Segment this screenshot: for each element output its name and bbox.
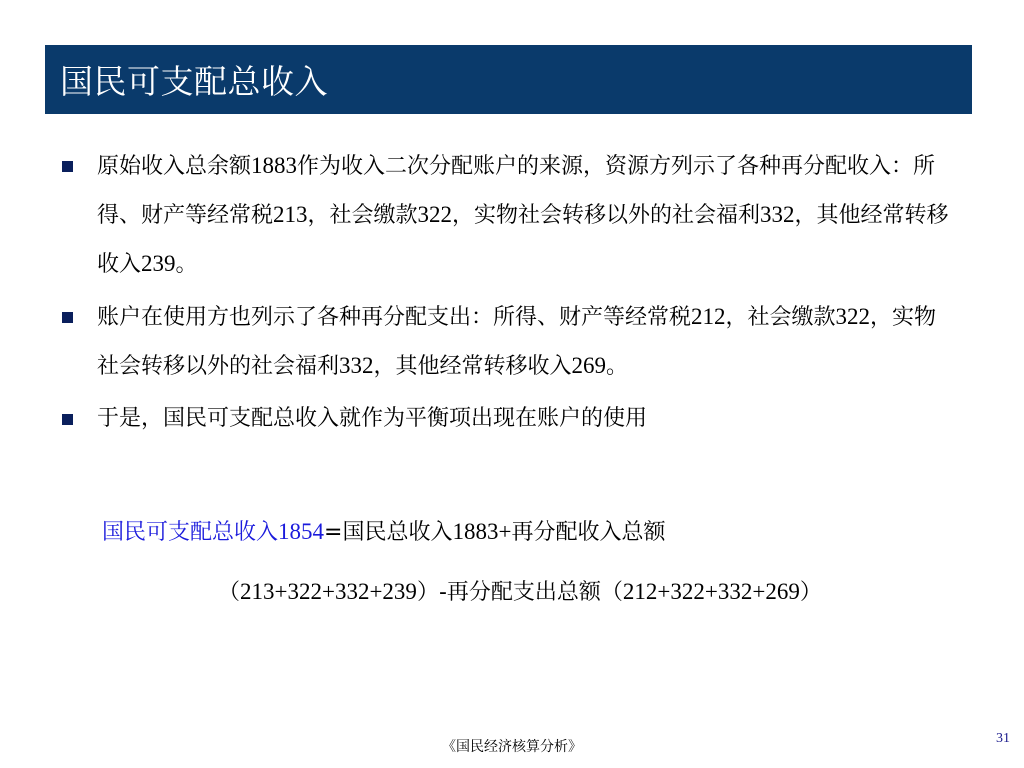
footer-text: 《国民经济核算分析》 [442,739,582,755]
bullet-text: ，其他经常转移收入 [97,203,949,277]
square-bullet-icon [62,161,73,172]
formula-number: 1883+ [452,519,512,544]
bullet-item-1 [60,142,957,289]
bullet-number: 322 [835,304,871,329]
formula-number: 213+322+332+239 [240,579,417,604]
formula-line-2 [218,572,822,613]
bullet-text: ，实物社会转移以外的社会福利 [452,203,761,228]
highlight-value: 1854 [278,519,325,544]
bullet-text: ，社会缴款 [307,203,418,228]
bullet-text: 。 [175,252,198,277]
bullet-text: 账户在使用方也列示了各种再分配支出：所得、财产等经常税 [97,305,692,330]
bullet-number: 332 [339,353,374,378]
title-bar [45,45,972,114]
bullet-text: ，实物社会转移以外的社会福利 [97,305,937,379]
bullet-text: 于是，国民可支配总收入就作为平衡项出现在账户的使用 [97,406,648,431]
slide-title: 国民可支配总收入 [60,62,328,101]
bullet-number: 322 [417,202,453,227]
bullet-number: 269 [571,353,607,378]
bullet-list [60,142,960,447]
square-bullet-icon [62,414,73,425]
bullet-text: 作为收入二次分配账户的来源，资源方列示了各种再分配收入：所得、财产等经常税 [97,154,936,228]
bullet-number: 1883 [251,153,298,178]
square-bullet-icon [62,312,73,323]
bullet-number: 239 [141,251,176,276]
bullet-item-3 [60,395,960,443]
formula-text: 再分配收入总额 [511,520,666,545]
bullet-text: 。 [606,354,629,379]
formula-text: 再分配支出总额（ [446,580,623,605]
bullet-text: ，其他经常转移收入 [373,354,572,379]
bullet-number: 332 [760,202,795,227]
page-number: 31 [996,731,1010,746]
bullet-text: 原始收入总余额 [97,154,252,179]
highlight-label: 国民可支配总收入 [102,520,279,545]
formula-text: ） [799,580,822,605]
formula-text: =国民总收入 [324,520,453,545]
formula-line-1 [102,512,665,553]
formula-number: 212+322+332+269 [622,579,800,604]
bullet-text: ，社会缴款 [725,305,836,330]
formula-text: （ [218,580,241,605]
bullet-number: 212 [691,304,726,329]
bullet-number: 213 [273,202,308,227]
formula-text: ）- [416,580,447,605]
bullet-item-2 [60,293,957,391]
